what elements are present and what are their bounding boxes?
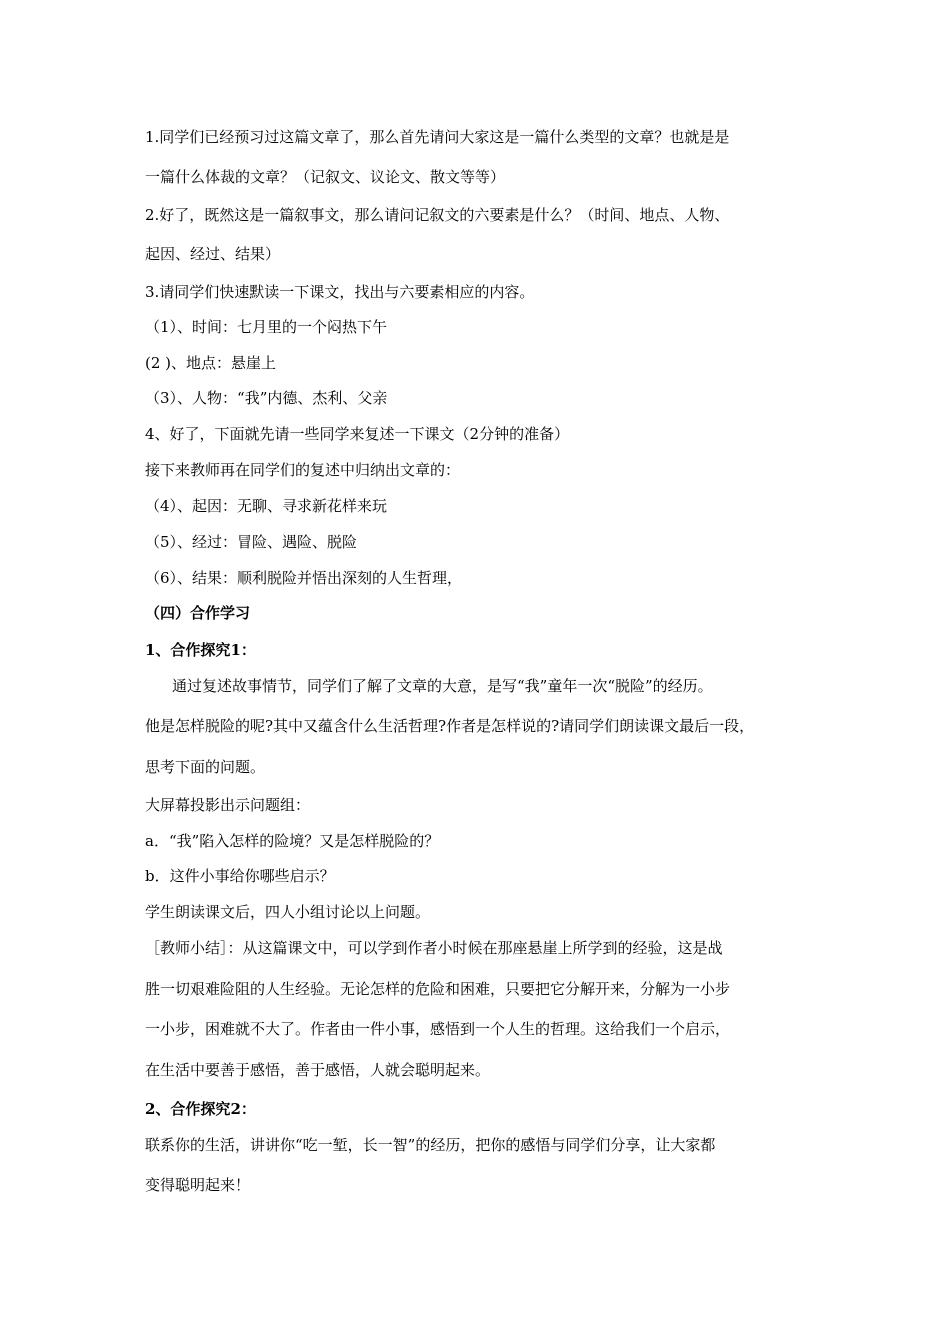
text-line: 变得聪明起来！: [145, 1176, 251, 1194]
text-line: 在生活中要善于感悟，善于感悟，人就会聪明起来。: [145, 1061, 491, 1079]
text-line: 1.同学们已经预习过这篇文章了，那么首先请问大家这是一篇什么类型的文章？也就是是: [145, 128, 730, 146]
text-line: 2.好了，既然这是一篇叙事文，那么请问记叙文的六要素是什么？（时间、地点、人物、: [145, 206, 730, 224]
text-line: 起因、经过、结果）: [145, 245, 281, 263]
text-line: 通过复述故事情节，同学们了解了文章的大意，是写“我”童年一次“脱险”的经历。: [172, 677, 713, 695]
text-line: 大屏幕投影出示问题组：: [145, 796, 311, 814]
text-line: （5）、经过：冒险、遇险、脱险: [145, 533, 358, 551]
text-line: （4）、起因：无聊、寻求新花样来玩: [145, 497, 388, 515]
subsection-heading: 1、合作探究1：: [145, 641, 256, 659]
text-line: 学生朗读课文后，四人小组讨论以上问题。: [145, 903, 431, 921]
text-line: 4、好了，下面就先请一些同学来复述一下课文（2分钟的准备）: [145, 425, 570, 443]
text-line: （6）、结果：顺利脱险并悟出深刻的人生哲理，: [145, 569, 463, 587]
text-line: 3.请同学们快速默读一下课文，找出与六要素相应的内容。: [145, 283, 535, 301]
text-line: （3）、人物：“我”内德、杰利、父亲: [145, 389, 388, 407]
text-line: 接下来教师再在同学们的复述中归纳出文章的：: [145, 461, 461, 479]
text-line: 一篇什么体裁的文章？（记叙文、议论文、散文等等）: [145, 168, 506, 186]
text-line: 思考下面的问题。: [145, 758, 266, 776]
question-item: b．这件小事给你哪些启示？: [145, 867, 335, 885]
text-line: 一小步，困难就不大了。作者由一件小事，感悟到一个人生的哲理。这给我们一个启示，: [145, 1020, 731, 1038]
text-line: (2 )、地点：悬崖上: [145, 354, 277, 372]
question-item: a．“我”陷入怎样的险境？又是怎样脱险的？: [145, 832, 440, 850]
text-line: 胜一切艰难险阻的人生经验。无论怎样的危险和困难，只要把它分解开来，分解为一小步: [145, 980, 731, 998]
text-line: 联系你的生活，讲讲你“吃一堑，长一智”的经历，把你的感悟与同学们分享，让大家都: [145, 1136, 716, 1154]
text-line: 他是怎样脱险的呢?其中又蕴含什么生活哲理?作者是怎样说的?请同学们朗读课文最后一段，: [145, 717, 755, 735]
subsection-heading: 2、合作探究2：: [145, 1100, 256, 1118]
text-line: （1）、时间：七月里的一个闷热下午: [145, 318, 388, 336]
section-heading: （四）合作学习: [145, 604, 251, 622]
text-line: ［教师小结］：从这篇课文中，可以学到作者小时候在那座悬崖上所学到的经验，这是战: [145, 939, 723, 957]
